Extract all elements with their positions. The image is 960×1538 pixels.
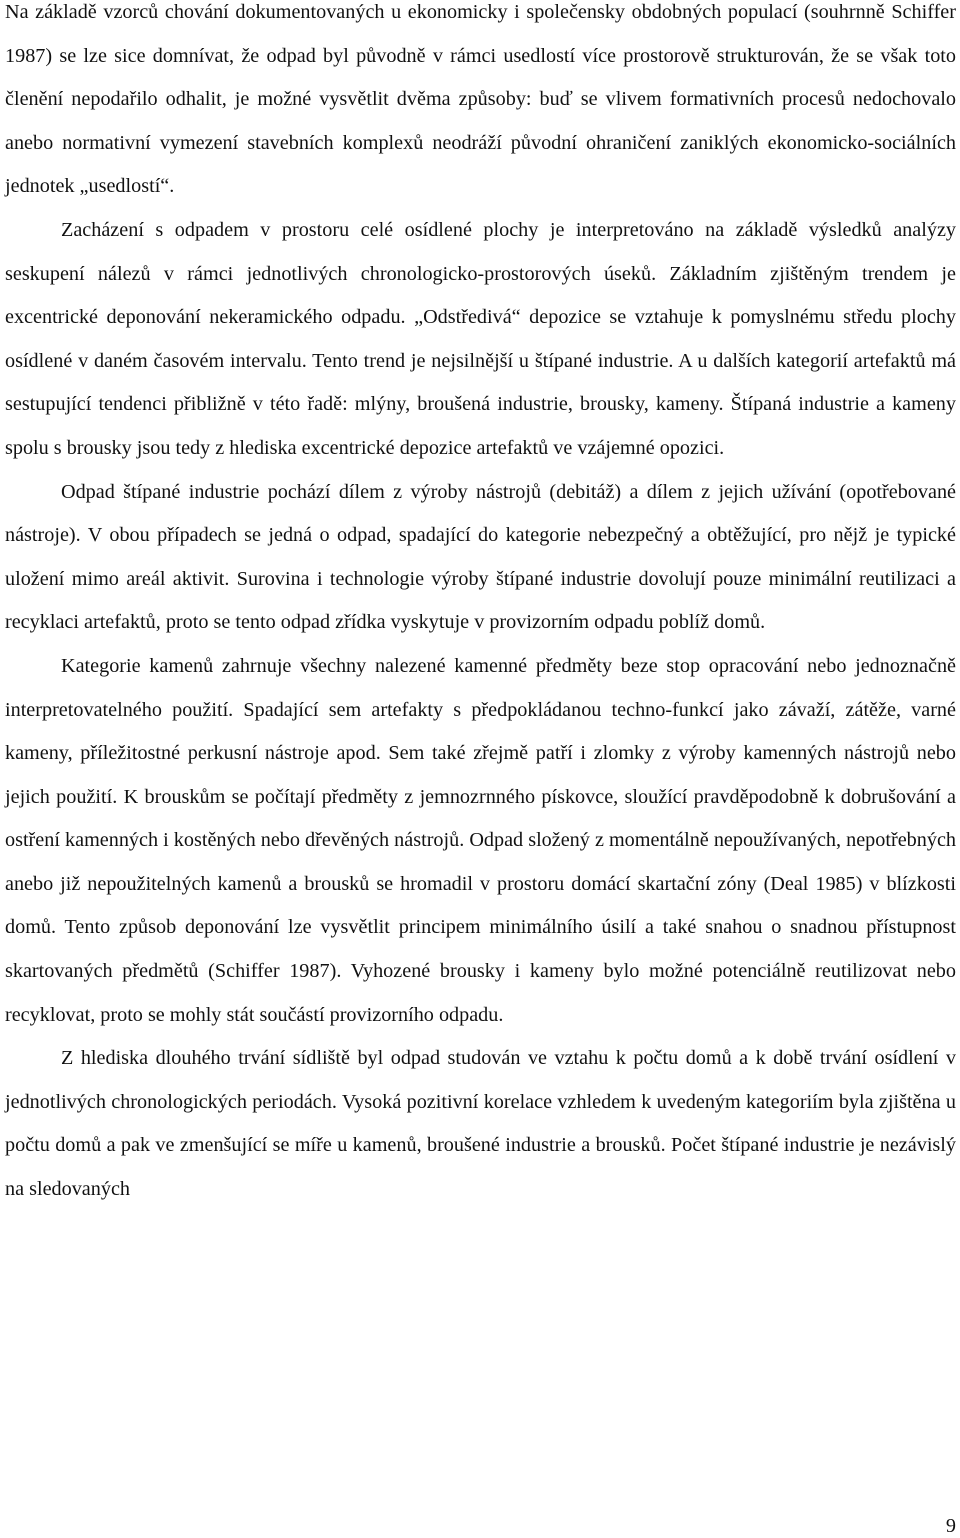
- paragraph-4: Kategorie kamenů zahrnuje všechny nalezené kamenné předměty beze stop opracování nebo jednoznačně interpretovatelného použití. Spadající sem artefakty s předpokládanou techno-funkcí jako závaží, zátěže, varné kameny, příležitostné perkusní nástroje apod. Sem také zřejmě patří i zlomky z výroby kamenných nástrojů nebo jejich použití. K brouskům se počítají předměty z jemnozrnného pískovce, sloužící pravděpodobně k dobrušování a ostření kamenných i kostěných nebo dřevěných nástrojů. Odpad složený z momentálně nepoužívaných, nepotřebných anebo již nepoužitelných kamenů a brousků se hromadil v prostoru domácí skartační zóny (Deal 1985) v blízkosti domů. Tento způsob deponování lze vysvětlit principem minimálního úsilí a také snahou o snadnou přístupnost skartovaných předmětů (Schiffer 1987). Vyhozené brousky i kameny bylo možné potenciálně reutilizovat nebo recyklovat, proto se mohly stát součástí provizorního odpadu.: [5, 654, 956, 1026]
- paragraph-5: Z hlediska dlouhého trvání sídliště byl odpad studován ve vztahu k počtu domů a k době trvání osídlení v jednotlivých chronologických periodách. Vysoká pozitivní korelace vzhledem k uvedeným kategoriím byla zjištěna u počtu domů a pak ve zmenšující se míře u kamenů, broušené industrie a brousků. Počet štípané industrie je nezávislý na sledovaných: [5, 1047, 956, 1201]
- paragraph-1: Na základě vzorců chování dokumentovaných u ekonomicky i společensky obdobných populací (souhrnně Schiffer 1987) se lze sice domnívat, že odpad byl původně v rámci usedlostí více prostorově strukturován, že se však toto členění nepodařilo odhalit, je možné vysvětlit dvěma způsoby: buď se vlivem formativních procesů nedochovalo anebo normativní vymezení stavebních komplexů neodráží původní ohraničení zaniklých ekonomicko-sociálních jednotek „usedlostí“.: [5, 1, 956, 198]
- paragraph-2: Zacházení s odpadem v prostoru celé osídlené plochy je interpretováno na základě výsledků analýzy seskupení nálezů v rámci jednotlivých chronologicko-prostorových úseků. Základním zjištěným trendem je excentrické deponování nekeramického odpadu. „Odstředivá“ depozice se vztahuje k pomyslnému středu plochy osídlené v daném časovém intervalu. Tento trend je nejsilnější u štípané industrie. A u dalších kategorií artefaktů má sestupující tendenci přibližně v této řadě: mlýny, broušená industrie, brousky, kameny. Štípaná industrie a kameny spolu s brousky jsou tedy z hlediska excentrické depozice artefaktů ve vzájemné opozici.: [5, 218, 956, 459]
- page-number: 9: [945, 1515, 956, 1537]
- document-page: [5, 0, 956, 1212]
- paragraph-3: Odpad štípané industrie pochází dílem z výroby nástrojů (debitáž) a dílem z jejich užívání (opotřebované nástroje). V obou případech se jedná o odpad, spadající do kategorie nebezpečný a obtěžující, pro nějž je typické uložení mimo areál aktivit. Surovina i technologie výroby štípané industrie dovolují pouze minimální reutilizaci a recyklaci artefaktů, proto se tento odpad zřídka vyskytuje v provizorním odpadu poblíž domů.: [5, 480, 956, 634]
